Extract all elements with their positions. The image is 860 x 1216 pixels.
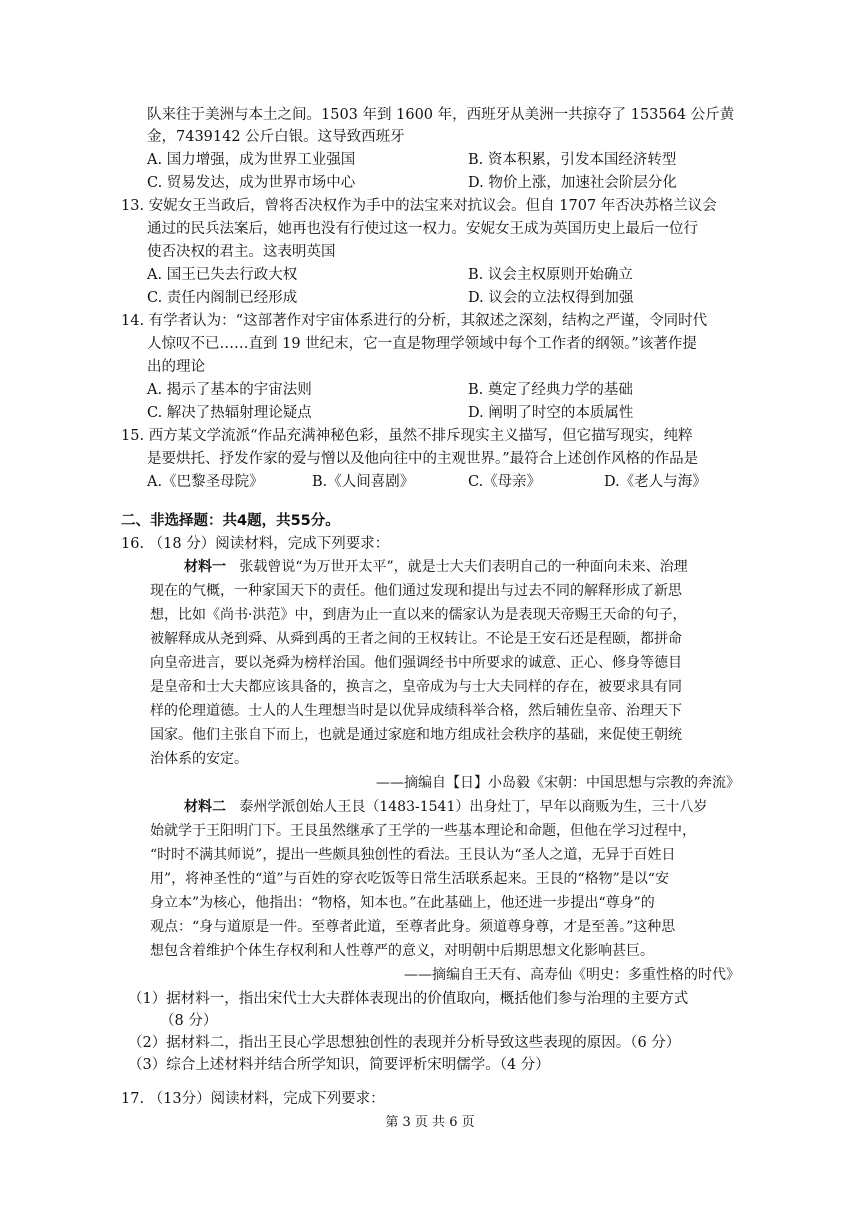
q16-material-2-line-3: “时时不满其师说”，提出一些颇具独创性的看法。王艮认为“圣人之道，无异于百姓日 [150, 847, 676, 863]
q16-material-1-label: 材料一 [184, 559, 226, 575]
q16-requirement-1-score: （8 分） [160, 1013, 218, 1029]
q16-material-2-line-2: 始就学于王阳明门下。王艮虽然继承了王学的一些基本理论和命题，但他在学习过程中， [150, 823, 696, 839]
page-footer: 第 3 页 共 6 页 [385, 1115, 475, 1130]
q13-option-b: B. 议会主权原则开始确立 [468, 267, 633, 283]
q14-text-line-1: 14. 有学者认为：“这部著作对宇宙体系进行的分析，其叙述之深刻，结构之严谨，令同时代 [121, 313, 708, 329]
q16-heading: 16. （18 分）阅读材料，完成下列要求： [121, 536, 390, 552]
q17-heading: 17. （13分）阅读材料，完成下列要求： [121, 1091, 385, 1107]
q15-text-line-1: 15. 西方某文学流派“作品充满神秘色彩，虽然不排斥现实主义描写，但它描写现实，纯粹 [121, 428, 693, 444]
q15-option-a: A.《巴黎圣母院》 [147, 474, 264, 490]
q16-material-1-line-5: 向皇帝进言，要以尧舜为榜样治国。他们强调经书中所要求的诚意、正心、修身等德目 [150, 655, 682, 671]
q14-text-line-3: 出的理论 [147, 359, 205, 375]
q13-option-a: A. 国王已失去行政大权 [147, 267, 298, 283]
q16-material-1-line-8: 国家。他们主张自下而上，也就是通过家庭和地方组成社会秩序的基础，来促使王朝统 [150, 727, 682, 743]
q16-material-1-line-9: 治体系的安定。 [150, 751, 248, 767]
q14-option-c: C. 解决了热辐射理论疑点 [147, 405, 312, 421]
q16-material-2-line-5: 身立本”为核心，他指出：“物格，知本也。”在此基础上，他还进一步提出“尊身”的 [150, 895, 655, 911]
q16-material-1-line-3: 想，比如《尚书·洪范》中，到唐为止一直以来的儒家认为是表现天帝赐王天命的句子， [150, 607, 687, 623]
q16-material-2-line-4: 用”，将神圣性的“道”与百姓的穿衣吃饭等日常生活联系起来。王艮的“格物”是以“安 [150, 871, 669, 887]
q15-option-d: D.《老人与海》 [604, 474, 707, 490]
q12-option-b: B. 资本积累，引发本国经济转型 [468, 152, 677, 168]
q14-option-d: D. 阐明了时空的本质属性 [468, 405, 634, 421]
q16-material-1-line-4: 被解释成从尧到舜、从舜到禹的王者之间的王权转让。不论是王安石还是程颐，都拼命 [150, 631, 682, 647]
q16-material-2-line-7: 想包含着维护个体生存权利和人性尊严的意义，对明朝中后期思想文化影响甚巨。 [150, 943, 654, 959]
q16-material-2-line-1 [184, 796, 707, 818]
q16-material-2-source: ——摘编自王天有、高寿仙《明史：多重性格的时代》 [404, 967, 740, 983]
q16-material-1-line-1 [184, 556, 688, 578]
q12-option-c: C. 贸易发达，成为世界市场中心 [147, 175, 356, 191]
q13-text-line-3: 使否决权的君主。这表明英国 [147, 244, 336, 260]
q16-material-2-line-6: 观点：“身与道原是一件。至尊者此道，至尊者此身。须道尊身尊，才是至善。”这种思 [150, 919, 676, 935]
q16-material-1-line-7: 样的伦理道德。士人的人生理想当时是以优异成绩科举合格，然后辅佐皇帝、治理天下 [150, 703, 682, 719]
section-2-heading: 二、非选择题：共4题，共55分。 [121, 513, 340, 529]
q16-requirement-2: （2）据材料二，指出王艮心学思想独创性的表现并分析导致这些表现的原因。（6 分） [128, 1035, 681, 1051]
q16-material-1-text: 张载曾说“为万世开太平”，就是士大夫们表明自己的一种面向未来、治理 [239, 559, 688, 575]
q16-material-2-label: 材料二 [184, 799, 226, 815]
q14-text-line-2: 人惊叹不已……直到 19 世纪末，它一直是物理学领域中每个工作者的纲领。”该著作提 [147, 336, 697, 352]
q16-requirement-3: （3）综合上述材料并结合所学知识，简要评析宋明儒学。（4 分） [128, 1057, 550, 1073]
q14-option-a: A. 揭示了基本的宇宙法则 [147, 382, 312, 398]
q16-requirement-1: （1）据材料一，指出宋代士大夫群体表现出的价值取向，概括他们参与治理的主要方式 [128, 991, 689, 1007]
q13-option-c: C. 责任内阁制已经形成 [147, 290, 298, 306]
q12-text-line-2: 金，7439142 公斤白银。这导致西班牙 [147, 129, 405, 145]
q12-option-d: D. 物价上涨，加速社会阶层分化 [468, 175, 677, 191]
q16-material-1-line-2: 现在的气概，一种家国天下的责任。他们通过发现和提出与过去不同的解释形成了新思 [150, 583, 682, 599]
q15-option-c: C.《母亲》 [468, 474, 542, 490]
q13-text-line-2: 通过的民兵法案后，她再也没有行使过这一权力。安妮女王成为英国历史上最后一位行 [147, 221, 698, 237]
q12-text-line-1: 队来往于美洲与本土之间。1503 年到 1600 年，西班牙从美洲一共掠夺了 153564 公斤黄 [147, 107, 735, 123]
q12-option-a: A. 国力增强，成为世界工业强国 [147, 152, 356, 168]
q13-option-d: D. 议会的立法权得到加强 [468, 290, 634, 306]
q15-option-b: B.《人间喜剧》 [312, 474, 415, 490]
q16-material-1-source: ——摘编自【日】小岛毅《宋朝：中国思想与宗教的奔流》 [376, 775, 740, 791]
q14-option-b: B. 奠定了经典力学的基础 [468, 382, 633, 398]
q13-text-line-1: 13. 安妮女王当政后，曾将否决权作为手中的法宝来对抗议会。但自 1707 年否决苏格兰议会 [121, 198, 717, 214]
q15-text-line-2: 是要烘托、抒发作家的爱与憎以及他向往中的主观世界。”最符合上述创作风格的作品是 [147, 451, 699, 467]
q16-material-1-line-6: 是皇帝和士大夫都应该具备的，换言之，皇帝成为与士大夫同样的存在，被要求具有同 [150, 679, 682, 695]
q16-material-2-text: 泰州学派创始人王艮（1483-1541）出身灶丁，早年以商贩为生，三十八岁 [239, 799, 708, 815]
